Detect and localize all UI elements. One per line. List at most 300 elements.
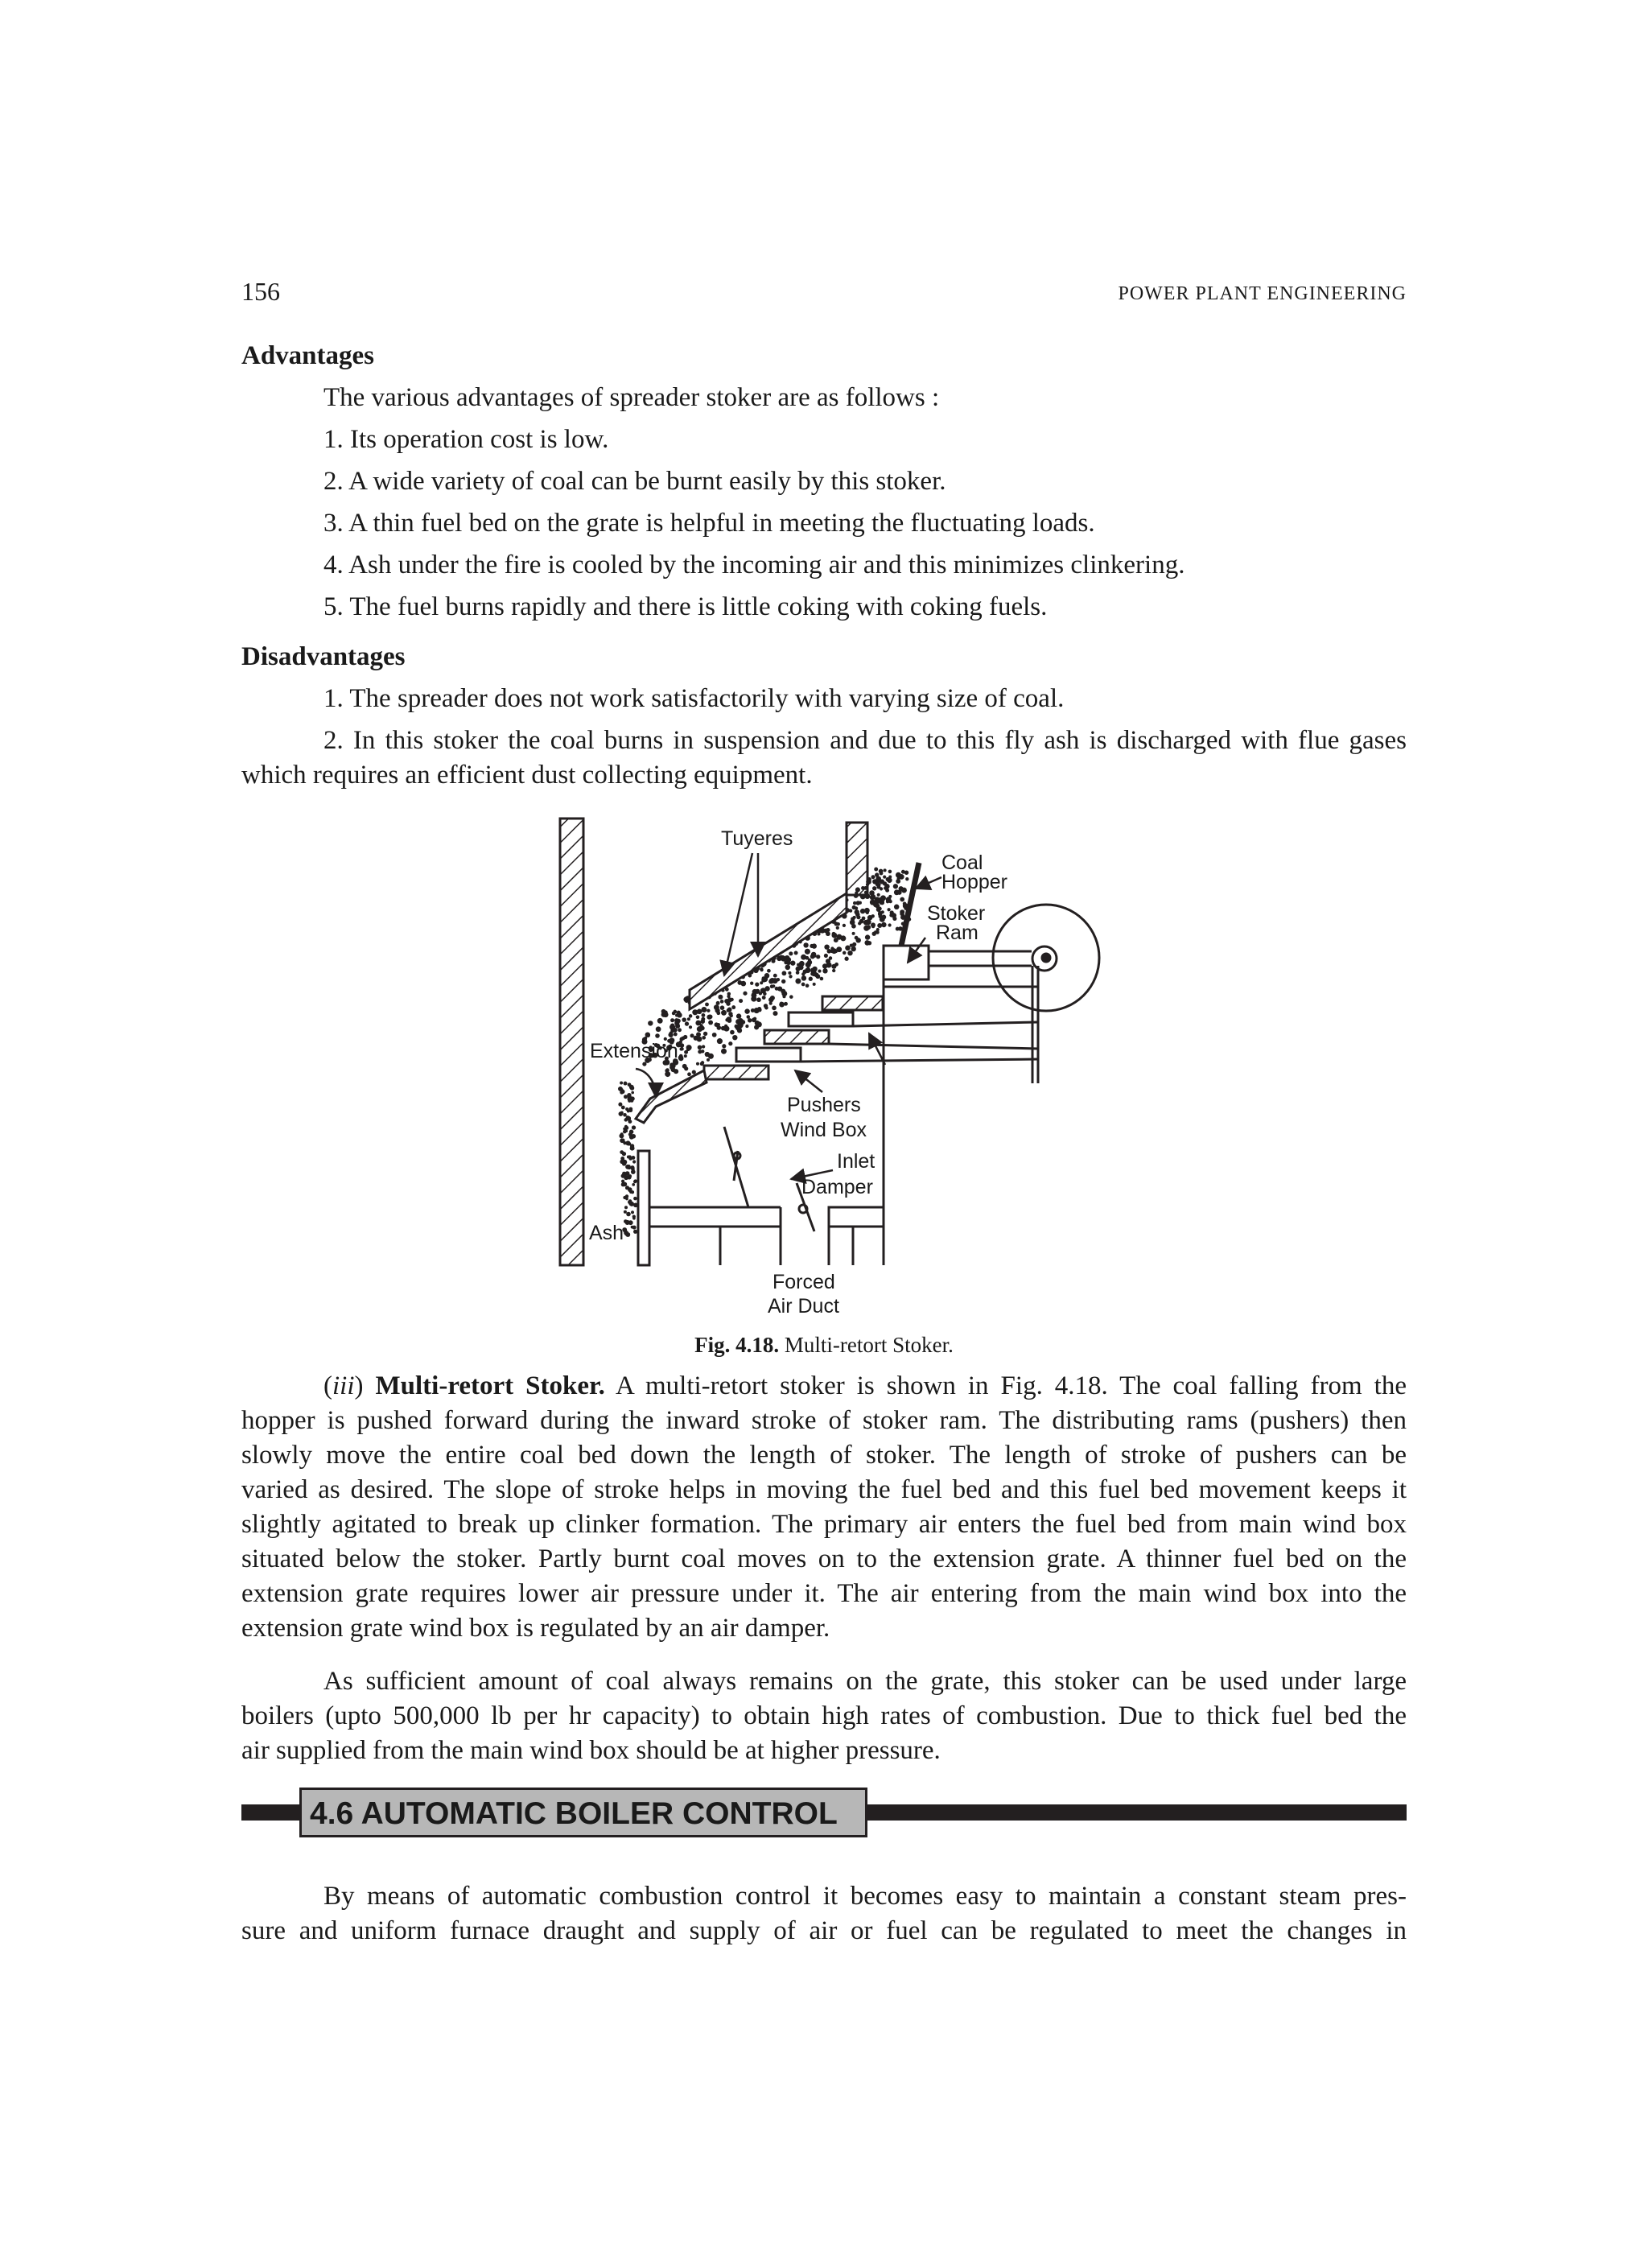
section-heading: 4.6 AUTOMATIC BOILER CONTROL: [310, 1796, 838, 1831]
coal-particle: [727, 1016, 731, 1021]
coal-particle: [875, 872, 879, 876]
coal-particle: [715, 1022, 719, 1027]
coal-particle: [822, 963, 827, 968]
paragraph-line: By means of automatic combustion control it becomes easy to maintain a constant steam pres-: [323, 1882, 1407, 1911]
coal-particle: [626, 1212, 631, 1217]
coal-particle: [701, 1017, 705, 1021]
coal-particle: [684, 1054, 687, 1058]
coal-particle: [860, 909, 865, 913]
coal-particle: [630, 1165, 634, 1169]
coal-particle: [755, 982, 759, 986]
coal-particle: [618, 1103, 622, 1107]
coal-particle: [767, 969, 771, 973]
coal-particle: [894, 905, 900, 910]
coal-particle: [621, 1138, 624, 1141]
coal-particle: [718, 995, 723, 1000]
coal-particle: [844, 957, 848, 961]
coal-particle: [689, 1025, 692, 1029]
coal-particle: [627, 1165, 631, 1169]
coal-particle: [845, 946, 851, 951]
ram-block: [884, 946, 929, 979]
coal-particle: [801, 983, 805, 987]
running-head: POWER PLANT ENGINEERING: [1118, 283, 1407, 304]
label-air-duct: Air Duct: [768, 1295, 839, 1318]
coal-particle: [887, 877, 892, 883]
page-number: 156: [241, 277, 280, 306]
coal-particle: [816, 955, 820, 959]
advantage-item: 1. Its operation cost is low.: [323, 425, 609, 454]
coal-particle: [813, 983, 816, 986]
coal-particle: [677, 1012, 682, 1018]
coal-particle: [630, 1145, 633, 1148]
coal-particle: [682, 1017, 686, 1022]
coal-particle: [828, 949, 831, 952]
coal-particle: [832, 933, 838, 938]
coal-particle: [869, 890, 875, 896]
coal-particle: [768, 997, 773, 1002]
coal-particle: [803, 970, 807, 974]
coal-particle: [757, 1007, 761, 1011]
coal-particle: [681, 1047, 684, 1050]
coal-particle: [867, 877, 871, 881]
coal-particle: [762, 996, 766, 1000]
coal-particle: [760, 967, 763, 971]
label-tuyeres: Tuyeres: [721, 827, 793, 850]
coal-particle: [696, 1062, 699, 1066]
coal-particle: [879, 869, 884, 874]
coal-particle: [785, 955, 789, 960]
control-paragraph: [241, 1879, 1407, 1948]
paragraph-line: (iii) Multi-retort Stoker. A multi-retort stoker is shown in Fig. 4.18. The coal falling from the: [323, 1371, 1407, 1400]
coal-particle: [897, 876, 900, 880]
coal-particle: [773, 974, 777, 978]
coal-particle: [876, 928, 880, 931]
pusher-rod: [801, 1059, 1038, 1062]
coal-particle: [888, 895, 892, 898]
coal-particle: [632, 1134, 637, 1139]
coal-particle: [772, 1011, 777, 1016]
front-wall: [560, 819, 583, 1265]
coal-particle: [642, 1062, 646, 1066]
coal-particle: [867, 915, 872, 920]
coal-particle: [880, 879, 884, 884]
coal-particle: [687, 1072, 691, 1076]
coal-particle: [865, 934, 870, 939]
label-pushers: Pushers: [787, 1094, 861, 1116]
coal-particle: [795, 979, 801, 984]
coal-particle: [621, 1180, 624, 1183]
coal-particle: [893, 884, 898, 889]
coal-particle: [625, 1171, 630, 1176]
coal-particle: [824, 954, 828, 958]
coal-particle: [686, 1045, 692, 1050]
coal-particle: [623, 1113, 627, 1117]
coal-particle: [870, 895, 875, 900]
coal-particle: [824, 944, 829, 949]
inlet-damper-pivot: [799, 1205, 807, 1213]
coal-particle: [863, 926, 869, 931]
coal-particle: [896, 927, 900, 931]
coal-particle: [727, 992, 731, 996]
coal-particle: [864, 891, 868, 895]
pusher-rod: [853, 1022, 1038, 1026]
coal-particle: [625, 1140, 630, 1145]
coal-particle: [836, 926, 839, 930]
coal-particle: [852, 905, 856, 909]
coal-particle: [627, 1093, 631, 1097]
coal-particle: [856, 901, 860, 905]
coal-particle: [851, 917, 855, 921]
coal-particle: [730, 998, 733, 1001]
coal-particle: [657, 1018, 663, 1024]
coal-particle: [820, 977, 824, 981]
coal-particle: [708, 1054, 714, 1059]
disadvantage-item: 2. In this stoker the coal burns in suspension and due to this fly ash is discharged with flue gases: [323, 726, 1407, 755]
coal-particle: [810, 954, 815, 959]
coal-particle: [877, 893, 880, 897]
coal-particle: [655, 1033, 660, 1038]
coal-particle: [881, 910, 884, 913]
coal-particle: [851, 946, 856, 951]
coal-particle: [739, 999, 743, 1003]
coal-particle: [722, 1044, 726, 1048]
coal-particle: [789, 951, 793, 955]
paragraph-line: sure and uniform furnace draught and supply of air or fuel can be regulated to meet the changes in: [241, 1916, 1407, 1945]
coal-particle: [673, 1010, 677, 1014]
coal-particle: [628, 1200, 632, 1204]
coal-particle: [759, 992, 762, 995]
coal-particle: [628, 1120, 632, 1124]
coal-particle: [789, 995, 793, 999]
coal-particle: [684, 1066, 688, 1070]
coal-particle: [750, 982, 753, 985]
label-ash: Ash: [589, 1222, 624, 1244]
coal-particle: [624, 1206, 628, 1209]
coal-particle: [756, 997, 761, 1002]
paragraph-line: situated below the stoker. Partly burnt coal moves on to the extension grate. A thinner fuel bed on the: [241, 1544, 1407, 1573]
figure-caption: [241, 1333, 1407, 1358]
stoker-ram-arrow: [908, 938, 925, 963]
coal-particle: [851, 924, 856, 929]
pushers-arrow: [795, 1070, 822, 1092]
coal-particle: [822, 968, 827, 973]
coal-particle: [881, 915, 886, 920]
coal-particle: [624, 1129, 628, 1132]
label-inlet: Inlet: [837, 1150, 876, 1173]
coal-particle: [632, 1226, 637, 1230]
disadvantage-item-continued: which requires an efficient dust collecting equipment.: [241, 761, 813, 790]
coal-particle: [881, 922, 886, 927]
coal-particle: [714, 1004, 719, 1010]
pusher: [764, 1030, 829, 1044]
advantage-item: 4. Ash under the fire is cooled by the incoming air and this minimizes clinkering.: [323, 551, 1185, 579]
coal-particle: [707, 1015, 711, 1020]
coal-particle: [701, 1007, 707, 1012]
coal-particle: [790, 960, 795, 965]
coal-particle: [628, 1107, 632, 1111]
coal-particle: [803, 942, 808, 947]
coal-particle: [633, 1197, 637, 1201]
coal-particle: [743, 992, 747, 996]
coal-particle: [620, 1132, 624, 1136]
coal-particle: [810, 944, 814, 948]
coal-particle: [781, 979, 785, 983]
paragraph-line: varied as desired. The slope of stroke helps in moving the fuel bed and this fuel bed movement keeps it: [241, 1475, 1407, 1504]
coal-particle: [632, 1217, 636, 1220]
coal-particle: [683, 1035, 687, 1039]
coal-particle: [855, 909, 859, 914]
coal-particle: [805, 983, 810, 988]
coal-particle: [656, 1026, 661, 1032]
coal-particle: [884, 884, 889, 889]
pusher: [704, 1066, 768, 1079]
coal-particle: [883, 876, 886, 879]
pusher: [736, 1048, 801, 1062]
coal-particle: [814, 972, 819, 977]
coal-particle: [685, 1021, 689, 1025]
coal-particle: [855, 887, 860, 892]
coal-particle: [886, 900, 889, 903]
coal-particle: [631, 1091, 634, 1095]
paragraph-line: slowly move the entire coal bed down the length of stoker. The length of stroke of pushers can be: [241, 1441, 1407, 1470]
coal-particle: [871, 922, 876, 927]
coal-particle: [665, 1071, 670, 1077]
advantage-item: 2. A wide variety of coal can be burnt easily by this stoker.: [323, 467, 946, 496]
coal-particle: [670, 1025, 675, 1030]
coal-particle: [698, 1045, 702, 1050]
tuyeres: [690, 893, 847, 1009]
coal-particle: [625, 1220, 630, 1225]
section-rule-left: [241, 1804, 299, 1821]
capacity-paragraph: [241, 1664, 1407, 1768]
coal-particle: [772, 984, 775, 988]
coal-particle: [632, 1125, 636, 1129]
coal-particle: [624, 1233, 628, 1236]
coal-particle: [632, 1160, 636, 1163]
paragraph-line: extension grate requires lower air pressure under it. The air entering from the main wind box into the: [241, 1579, 1407, 1608]
section-rule-right: [867, 1804, 1407, 1821]
pusher-rod: [829, 1044, 1038, 1049]
coal-particle: [807, 960, 812, 965]
paragraph-line: As sufficient amount of coal always remains on the grate, this stoker can be used under large: [323, 1667, 1407, 1696]
paragraph-line: slightly agitated to break up clinker formation. The primary air enters the fuel bed from main wind box: [241, 1510, 1407, 1539]
coal-particle: [631, 1169, 636, 1174]
coal-particle: [628, 1082, 632, 1087]
coal-particle: [624, 1082, 628, 1086]
label-damper: Damper: [801, 1176, 873, 1198]
coal-particle: [899, 886, 904, 891]
coal-particle: [692, 1009, 698, 1015]
coal-particle: [620, 1159, 625, 1164]
coal-particle: [720, 1000, 724, 1004]
coal-particle: [624, 1210, 627, 1214]
coal-particle: [692, 1070, 696, 1074]
coal-particle: [877, 923, 882, 928]
pusher: [789, 1012, 853, 1026]
advantage-item: 5. The fuel burns rapidly and there is little coking with coking fuels.: [323, 592, 1048, 621]
coal-particle: [620, 1082, 623, 1085]
extension-arrow: [636, 1069, 656, 1097]
label-forced: Forced: [772, 1271, 835, 1293]
coal-particle: [670, 1018, 674, 1022]
duct-top-right: [829, 1207, 884, 1265]
disadvantage-item: 1. The spreader does not work satisfactorily with varying size of coal.: [323, 684, 1065, 713]
coal-particle: [874, 868, 878, 872]
coal-particle: [618, 1087, 623, 1091]
extension-grate: [636, 1070, 707, 1123]
coal-particle: [884, 868, 887, 872]
ash-pit-wall: [638, 1151, 649, 1265]
coal-particle: [716, 1011, 720, 1015]
coal-particle: [747, 1015, 751, 1019]
coal-particle: [676, 1019, 681, 1024]
coal-particle: [721, 1049, 727, 1054]
coal-particle: [723, 1026, 729, 1032]
coal-particle: [678, 1028, 682, 1032]
advantages-heading: Advantages: [241, 341, 375, 370]
coal-particle: [687, 1017, 690, 1021]
coal-particle: [625, 1107, 628, 1111]
stoker-ram: [884, 905, 1099, 1083]
coal-particle: [887, 908, 890, 911]
coal-particle: [731, 1005, 735, 1009]
coal-particle: [872, 886, 876, 890]
coal-particle: [632, 1183, 635, 1186]
coal-particle: [756, 1021, 762, 1027]
label-coal: Coal: [941, 852, 983, 874]
coal-particle: [824, 928, 829, 933]
coal-particle: [737, 1028, 742, 1033]
coal-particle: [809, 977, 813, 981]
advantages-intro: The various advantages of spreader stoker are as follows :: [323, 383, 940, 412]
coal-particle: [840, 935, 846, 941]
coal-particle: [900, 912, 904, 916]
coal-particle: [724, 999, 729, 1004]
coal-particle: [624, 1125, 628, 1128]
lead-label: iii: [332, 1371, 355, 1400]
coal-particle: [866, 883, 869, 886]
coal-particle: [834, 950, 838, 953]
coal-particle: [621, 1106, 625, 1110]
label-extension: Extension: [590, 1040, 678, 1062]
coal-particle: [847, 950, 852, 955]
lead-title: Multi-retort Stoker.: [375, 1371, 605, 1400]
coal-particle: [745, 1025, 748, 1028]
coal-particle: [631, 1210, 634, 1214]
coal-particle: [861, 886, 865, 890]
multi-retort-paragraph: [241, 1369, 1407, 1646]
coal-particle: [663, 1012, 669, 1017]
coal-particle: [876, 904, 880, 909]
coal-particle: [701, 1061, 704, 1064]
coal-particle: [728, 1041, 732, 1045]
coal-particle: [727, 1008, 732, 1012]
coal-particle: [854, 893, 859, 898]
paragraph-line: boilers (upto 500,000 lb per hr capacity) to obtain high rates of combustion. Due to thick fuel bed the: [241, 1701, 1407, 1730]
coal-particle: [856, 915, 860, 919]
coal-particle: [751, 996, 756, 1002]
coal-particle: [698, 1049, 702, 1054]
coal-particle: [622, 1152, 626, 1156]
extension-grate-plate: [636, 1070, 707, 1123]
coal-particle: [903, 902, 907, 906]
coal-particle: [730, 1030, 735, 1035]
coal-particle: [831, 964, 836, 969]
coal-particle: [668, 1033, 673, 1037]
coal-particle: [843, 951, 846, 955]
coal-particle: [904, 870, 908, 874]
coal-particle: [779, 1002, 785, 1008]
paragraph-line: extension grate wind box is regulated by an air damper.: [241, 1614, 830, 1643]
coal-particle: [794, 951, 798, 955]
coal-particle: [702, 1045, 705, 1048]
coal-particle: [801, 955, 806, 959]
coal-particle: [720, 1005, 725, 1010]
coal-particle: [888, 870, 892, 874]
coal-particle: [684, 1050, 688, 1054]
coal-particle: [836, 922, 840, 926]
coal-particle: [811, 969, 815, 973]
coal-particle: [628, 1155, 631, 1158]
coal-particle: [832, 969, 835, 972]
coal-particle: [796, 971, 800, 975]
coal-particle: [849, 909, 852, 912]
label-stoker: Stoker: [927, 902, 986, 925]
coal-particle: [721, 1010, 727, 1016]
coal-particle: [712, 1033, 717, 1037]
advantage-item: 3. A thin fuel bed on the grate is helpful in meeting the fluctuating loads.: [323, 509, 1095, 538]
coal-particle: [855, 936, 859, 940]
coal-particle: [761, 978, 766, 983]
coal-particle: [648, 1021, 653, 1025]
coal-particle: [866, 911, 869, 914]
coal-particle: [631, 1156, 635, 1160]
coal-particle: [860, 893, 866, 899]
coal-particle: [772, 978, 778, 983]
figure-number: Fig. 4.18.: [694, 1333, 780, 1357]
pusher: [822, 996, 883, 1010]
coal-particle: [852, 932, 855, 935]
coal-particle: [702, 1036, 706, 1040]
coal-particle: [689, 1014, 692, 1017]
coal-particle: [707, 1058, 710, 1062]
coal-particle: [619, 1111, 624, 1116]
disadvantages-heading: Disadvantages: [241, 642, 406, 671]
coal-particle: [875, 897, 880, 902]
coal-particle: [730, 1014, 733, 1017]
coal-particle: [703, 1032, 707, 1036]
coal-particle: [736, 1013, 741, 1018]
coal-particle: [716, 1001, 720, 1005]
coal-particle: [690, 1033, 694, 1037]
coal-particle: [678, 1055, 684, 1061]
coal-particle: [799, 961, 805, 967]
coal-particle: [701, 1013, 705, 1017]
coal-particle: [859, 919, 864, 924]
coal-particle: [892, 913, 896, 918]
coal-particle: [737, 980, 742, 985]
coal-particle: [781, 991, 787, 996]
coal-particle: [801, 975, 806, 980]
coal-particle: [880, 901, 884, 905]
coal-particle: [843, 924, 846, 927]
coal-particle: [864, 940, 870, 946]
label-hopper: Hopper: [941, 871, 1007, 893]
coal-particle: [829, 956, 832, 959]
paragraph-line: hopper is pushed forward during the inward stroke of stoker ram. The distributing rams (pushers) then: [241, 1406, 1407, 1435]
tuyere-row: [690, 893, 847, 1009]
coal-particle: [818, 970, 821, 973]
